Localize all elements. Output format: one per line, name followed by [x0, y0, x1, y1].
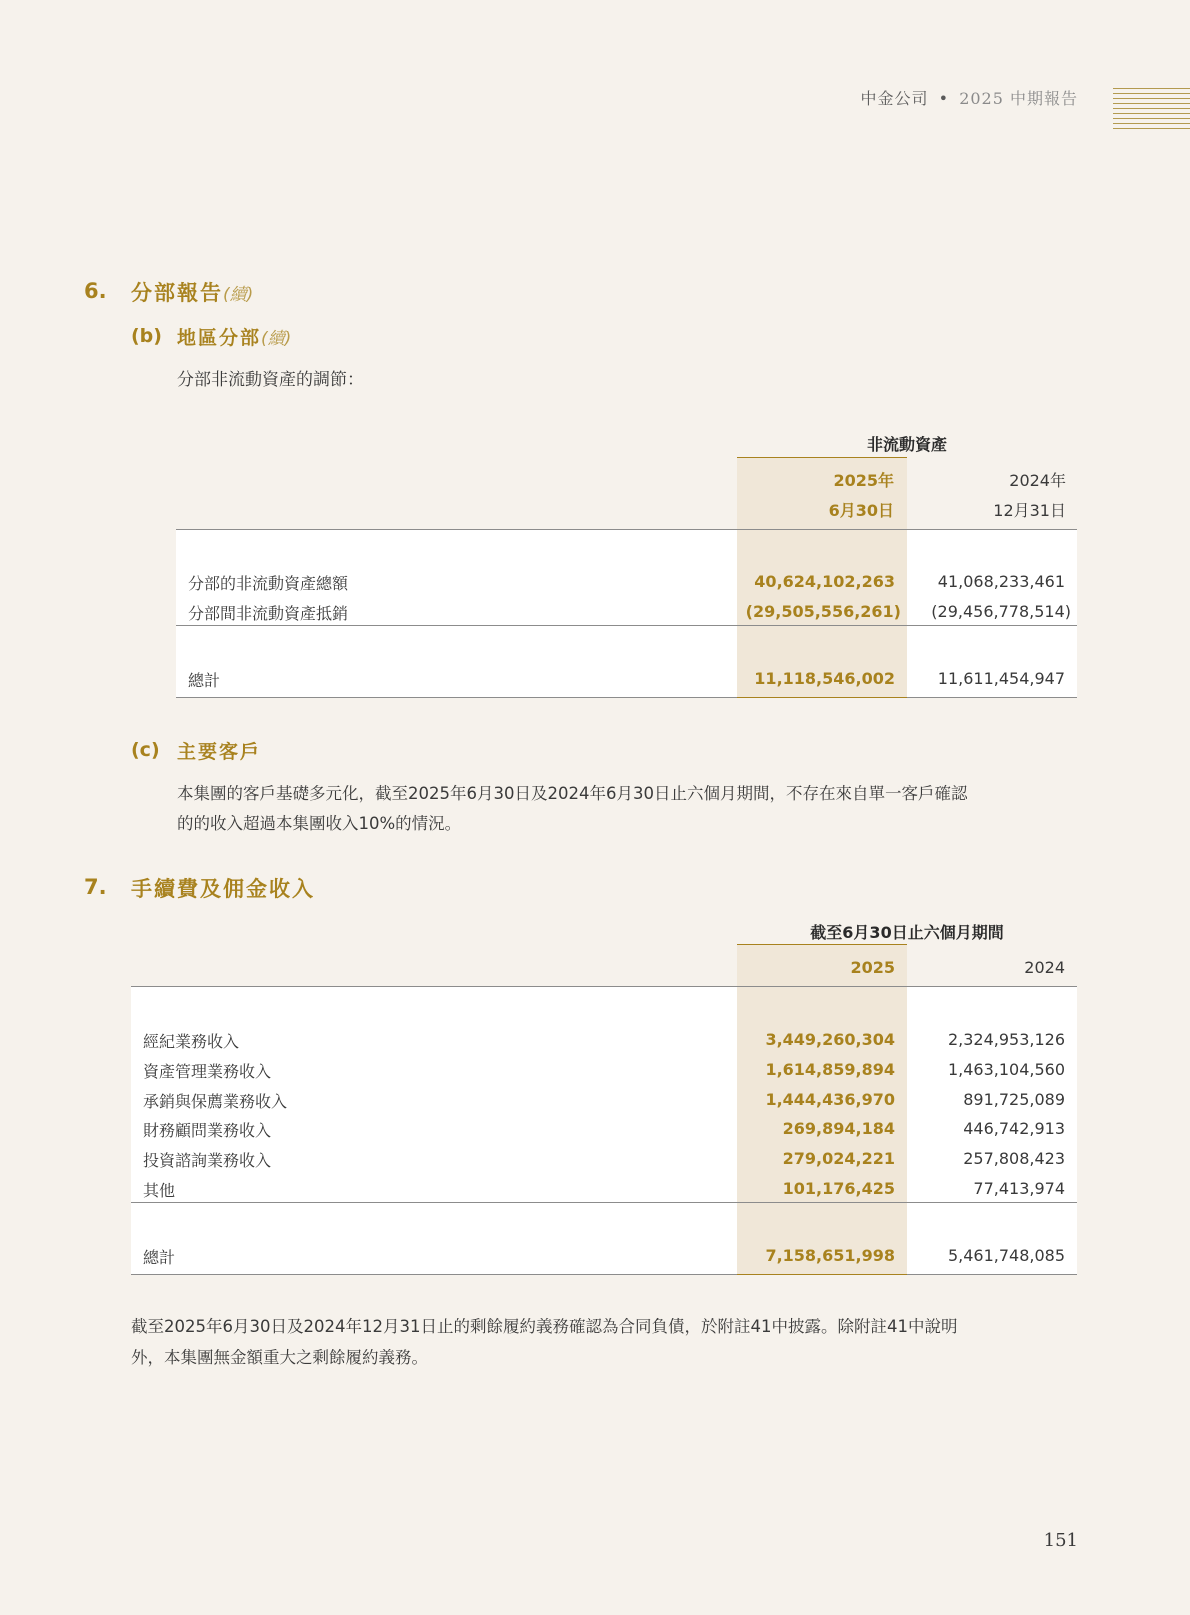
subsection-c-label: (c): [131, 739, 160, 761]
section-7-note-line1: 截至2025年6月30日及2024年12月31日止的剩餘履約義務確認為合同負債，於附註41中披露。除附註41中說明: [131, 1317, 958, 1336]
header-company: 中金公司: [860, 89, 929, 108]
section-7-number: 7.: [84, 875, 107, 899]
subsection-c-title: 主要客戶: [177, 741, 262, 763]
header-separator: •: [938, 89, 950, 108]
table1-col-2025-line1: 2025年: [833, 471, 894, 490]
table2-row-5-2025: 279,024,221: [782, 1149, 895, 1168]
table1-bottom-rule: [176, 697, 1077, 698]
table1-col-2024-line1: 2024年: [1009, 471, 1066, 490]
table2-row-6-2024: 77,413,974: [973, 1179, 1065, 1198]
running-header: [861, 86, 1078, 109]
subsection-b-heading: [177, 323, 291, 350]
table2-row-6-2025: 101,176,425: [782, 1179, 895, 1198]
table1-group-header: 非流動資產: [866, 435, 947, 454]
subsection-c-text-line2: 的的收入超過本集團收入10%的情況。: [177, 814, 462, 833]
table2-total-label: 總計: [143, 1248, 176, 1267]
table2-row-5-label: 投資諮詢業務收入: [143, 1151, 272, 1170]
table1-row-2-2025: (29,505,556,261): [745, 602, 901, 621]
table2-row-3-2025: 1,444,436,970: [765, 1090, 895, 1109]
table2-row-4-2024: 446,742,913: [963, 1119, 1065, 1138]
table1-total-2025: 11,118,546,002: [754, 669, 895, 688]
table2-col-2024: 2024: [1024, 958, 1065, 977]
table1-row-1-2025: 40,624,102,263: [754, 572, 895, 591]
table1-bottom-gold-rule: [737, 697, 907, 698]
table2-col-2025: 2025: [850, 958, 895, 977]
table2-bottom-rule: [131, 1274, 1077, 1275]
subsection-b-label: (b): [131, 325, 162, 347]
section-6-title: 分部報告: [131, 281, 223, 305]
table2-row-2-2024: 1,463,104,560: [947, 1060, 1065, 1079]
table2-top-rule: [131, 986, 1077, 987]
subsection-b-continued: (續): [261, 329, 292, 349]
table1-top-rule: [176, 529, 1077, 530]
table2-total-2025: 7,158,651,998: [765, 1246, 895, 1265]
table1-row-1-2024: 41,068,233,461: [937, 572, 1065, 591]
table2-row-1-2025: 3,449,260,304: [765, 1030, 895, 1049]
table1-row-1-label: 分部的非流動資產總額: [188, 574, 349, 593]
table2-subtotal-rule: [131, 1202, 1077, 1203]
table1-col-2025-line2: 6月30日: [828, 501, 894, 520]
table2-row-3-2024: 891,725,089: [963, 1090, 1065, 1109]
header-decoration-lines: [1113, 88, 1190, 133]
section-6-continued: (續): [223, 285, 254, 305]
table1-row-2-label: 分部間非流動資產抵銷: [188, 604, 349, 623]
table2-total-2024: 5,461,748,085: [947, 1246, 1065, 1265]
table2-row-1-label: 經紀業務收入: [143, 1032, 240, 1051]
table1-row-2-2024: (29,456,778,514): [931, 602, 1071, 621]
table1-total-label: 總計: [188, 671, 221, 690]
section-7-note-line2: 外，本集團無金額重大之剩餘履約義務。: [131, 1348, 428, 1367]
table1-col-2024-line2: 12月31日: [993, 501, 1066, 520]
table2-bottom-gold-rule: [737, 1274, 907, 1275]
subsection-c-text-line1: 本集團的客戶基礎多元化，截至2025年6月30日及2024年6月30日止六個月期間，不存在來自單一客戶確認: [177, 784, 968, 803]
table1-total-2024: 11,611,454,947: [937, 669, 1065, 688]
section-6-number: 6.: [84, 279, 107, 303]
page-number: 151: [1043, 1530, 1078, 1551]
table2-row-5-2024: 257,808,423: [963, 1149, 1065, 1168]
table2-row-4-2025: 269,894,184: [782, 1119, 895, 1138]
table2-row-6-label: 其他: [143, 1181, 176, 1200]
table1-subtotal-rule: [176, 625, 1077, 626]
section-6-heading: [131, 277, 253, 307]
table2-row-2-2025: 1,614,859,894: [765, 1060, 895, 1079]
table2-row-3-label: 承銷與保薦業務收入: [143, 1092, 288, 1111]
subsection-b-intro: 分部非流動資產的調節：: [177, 370, 364, 390]
section-7-title: 手續費及佣金收入: [131, 877, 315, 901]
subsection-b-title: 地區分部: [177, 327, 262, 349]
header-report-title: 2025 中期報告: [959, 89, 1078, 108]
table2-row-4-label: 財務顧問業務收入: [143, 1121, 272, 1140]
table2-group-header: 截至6月30日止六個月期間: [810, 923, 1004, 942]
table2-row-2-label: 資產管理業務收入: [143, 1062, 272, 1081]
table2-row-1-2024: 2,324,953,126: [947, 1030, 1065, 1049]
